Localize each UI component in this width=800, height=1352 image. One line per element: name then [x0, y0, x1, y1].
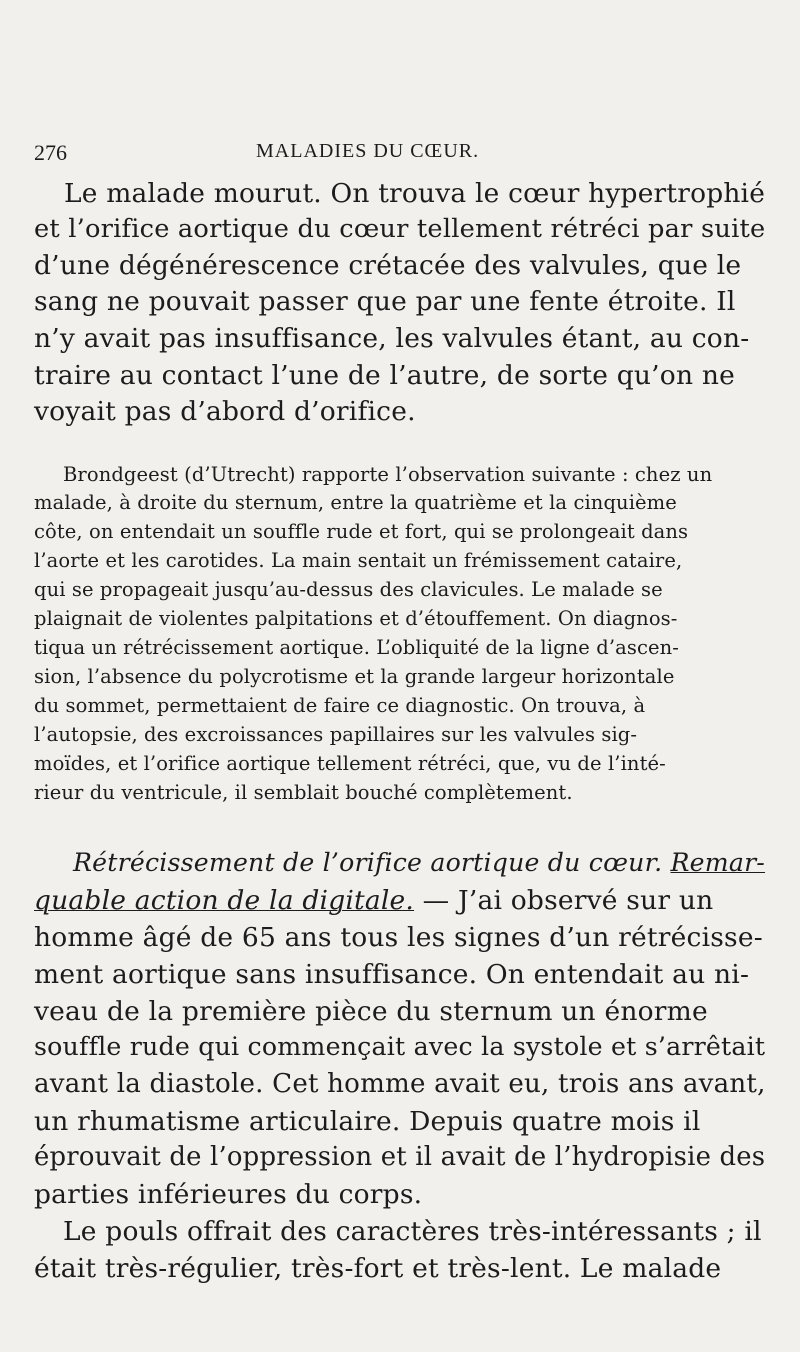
text-line: côte, on entendait un souffle rude et fort, qui se prolongeait dans	[34, 520, 689, 543]
section-title-line	[73, 848, 765, 877]
text-line: et l’orifice aortique du cœur tellement rétréci par suite	[34, 214, 766, 244]
text-line: malade, à droite du sternum, entre la quatrième et la cinquième	[34, 491, 677, 514]
paragraph-pulse	[34, 1216, 762, 1296]
section-subtitle: quable action de la digitale.	[34, 885, 415, 916]
text-line: sion, l’absence du polycrotisme et la grande largeur horizontale	[34, 665, 675, 688]
text-line: rieur du ventricule, il semblait bouché complètement.	[34, 781, 573, 804]
text-line: traire au contact l’une de l’autre, de sorte qu’on ne	[34, 360, 735, 391]
text-line: un rhumatisme articulaire. Depuis quatre mois il	[34, 1106, 701, 1137]
text-line: éprouvait de l’oppression et il avait de l’hydropisie des	[34, 1142, 766, 1172]
text-line: homme âgé de 65 ans tous les signes d’un rétrécisse-	[34, 922, 763, 953]
text-line: du sommet, permettaient de faire ce diagnostic. On trouva, à	[34, 694, 646, 717]
text-line: Brondgeest (d’Utrecht) rapporte l’observation suivante : chez un	[63, 463, 713, 486]
section-title-underlined: Remar-	[670, 848, 766, 877]
text-line: l’aorte et les carotides. La main sentait un frémissement cataire,	[34, 549, 683, 572]
em-dash: —	[414, 885, 459, 916]
paragraph-brondgeest	[34, 463, 724, 823]
text-line: souffle rude qui commençait avec la systole et s’arrêtait	[34, 1032, 766, 1061]
text-line: parties inférieures du corps.	[34, 1179, 423, 1210]
section-title-line	[34, 885, 713, 916]
text-line: avant la diastole. Cet homme avait eu, trois ans avant,	[34, 1069, 766, 1099]
text-line: plaignait de violentes palpitations et d’étouffement. On diagnos-	[34, 607, 678, 630]
section-aortic-stenosis	[34, 848, 766, 1210]
text-line-start: J’ai observé sur un	[458, 885, 714, 916]
section-title: Rétrécissement de l’orifice aortique du cœur.	[73, 848, 663, 877]
text-line: l’autopsie, des excroissances papillaires sur les valvules sig-	[34, 723, 638, 746]
text-line: qui se propageait jusqu’au-dessus des clavicules. Le malade se	[34, 578, 663, 601]
page-header	[34, 140, 714, 170]
text-line: Le malade mourut. On trouva le cœur hypertrophié	[64, 178, 766, 209]
text-line: moïdes, et l’orifice aortique tellement rétréci, que, vu de l’inté-	[34, 752, 666, 775]
text-line: veau de la première pièce du sternum un énorme	[34, 996, 708, 1027]
page-number: 276	[34, 140, 67, 165]
text-line: n’y avait pas insuffisance, les valvules étant, au con-	[34, 323, 750, 354]
text-line: voyait pas d’abord d’orifice.	[34, 396, 416, 427]
text-line: Le pouls offrait des caractères très-intéressants ; il	[63, 1216, 762, 1247]
paragraph-autopsy	[34, 178, 766, 438]
running-title: MALADIES DU CŒUR.	[256, 140, 480, 162]
text-line: était très-régulier, très-fort et très-lent. Le malade	[34, 1253, 722, 1284]
text-line: tiqua un rétrécissement aortique. L’obliquité de la ligne d’ascen-	[34, 636, 679, 659]
text-line: d’une dégénérescence crétacée des valvules, que le	[34, 250, 742, 281]
text-line: ment aortique sans insuffisance. On entendait au ni-	[34, 959, 750, 990]
text-line: sang ne pouvait passer que par une fente étroite. Il	[34, 286, 736, 317]
